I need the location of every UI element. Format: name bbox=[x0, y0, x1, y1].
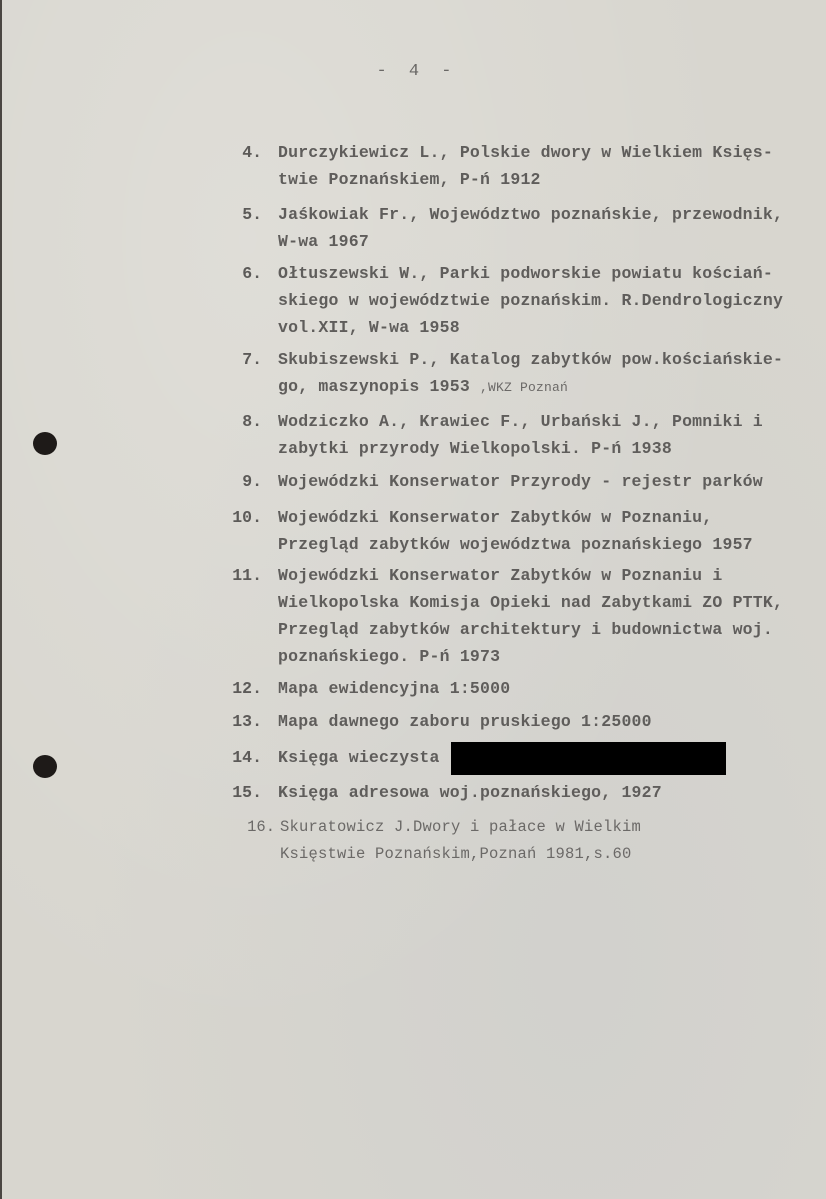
entry-line: Wojewódzki Konserwator Przyrody - rejestr parków bbox=[278, 472, 763, 491]
entry-line: Ołtuszewski W., Parki podworskie powiatu kościań- bbox=[278, 264, 773, 283]
entry-line: vol.XII, W-wa 1958 bbox=[278, 318, 460, 337]
entry-line: zabytki przyrody Wielkopolski. P-ń 1938 bbox=[278, 439, 672, 458]
punch-hole-top bbox=[33, 432, 57, 455]
entry-number: 4. bbox=[242, 143, 262, 162]
entry-number: 9. bbox=[242, 472, 262, 491]
page-number: - 4 - bbox=[376, 62, 458, 81]
entry-line: twie Poznańskiem, P-ń 1912 bbox=[278, 170, 541, 189]
entry-line: Księstwie Poznańskim,Poznań 1981,s.60 bbox=[280, 845, 632, 863]
entry-line bbox=[278, 377, 568, 396]
entry-line: Przegląd zabytków województwa poznańskiego 1957 bbox=[278, 535, 753, 554]
entry-number: 16. bbox=[247, 818, 275, 836]
entry-number: 5. bbox=[242, 205, 262, 224]
entry-number: 6. bbox=[242, 264, 262, 283]
entry-number: 11. bbox=[232, 566, 262, 585]
entry-line: Wojewódzki Konserwator Zabytków w Poznaniu i bbox=[278, 566, 723, 585]
entry-line: Jaśkowiak Fr., Województwo poznańskie, przewodnik, bbox=[278, 205, 784, 224]
entry-line: Wojewódzki Konserwator Zabytków w Poznaniu, bbox=[278, 508, 713, 527]
entry-line: Księga adresowa woj.poznańskiego, 1927 bbox=[278, 783, 662, 802]
page-left-edge bbox=[0, 0, 2, 1199]
entry-number: 10. bbox=[232, 508, 262, 527]
entry-line: Skubiszewski P., Katalog zabytków pow.kościańskie- bbox=[278, 350, 784, 369]
redaction-bar bbox=[451, 742, 726, 775]
handwritten-annotation: ,WKZ Poznań bbox=[479, 380, 568, 395]
entry-number: 14. bbox=[232, 748, 262, 767]
entry-line: skiego w województwie poznańskim. R.Dendrologiczny bbox=[278, 291, 784, 310]
entry-number: 7. bbox=[242, 350, 262, 369]
entry-line: poznańskiego. P-ń 1973 bbox=[278, 647, 501, 666]
entry-number: 13. bbox=[232, 712, 262, 731]
entry-line: Mapa dawnego zaboru pruskiego 1:25000 bbox=[278, 712, 652, 731]
punch-hole-bottom bbox=[33, 755, 57, 778]
entry-line: Skuratowicz J.Dwory i pałace w Wielkim bbox=[280, 818, 642, 836]
entry-line: Mapa ewidencyjna 1:5000 bbox=[278, 679, 511, 698]
entry-line: Wodziczko A., Krawiec F., Urbański J., Pomniki i bbox=[278, 412, 763, 431]
entry-number: 8. bbox=[242, 412, 262, 431]
entry-line: W-wa 1967 bbox=[278, 232, 369, 251]
entry-line-text: go, maszynopis 1953 bbox=[278, 377, 470, 396]
entry-line: Przegląd zabytków architektury i budownictwa woj. bbox=[278, 620, 773, 639]
entry-number: 15. bbox=[232, 783, 262, 802]
entry-line: Durczykiewicz L., Polskie dwory w Wielkiem Księs- bbox=[278, 143, 773, 162]
entry-number: 12. bbox=[232, 679, 262, 698]
entry-line: Księga wieczysta bbox=[278, 748, 440, 767]
entry-line: Wielkopolska Komisja Opieki nad Zabytkami ZO PTTK, bbox=[278, 593, 784, 612]
